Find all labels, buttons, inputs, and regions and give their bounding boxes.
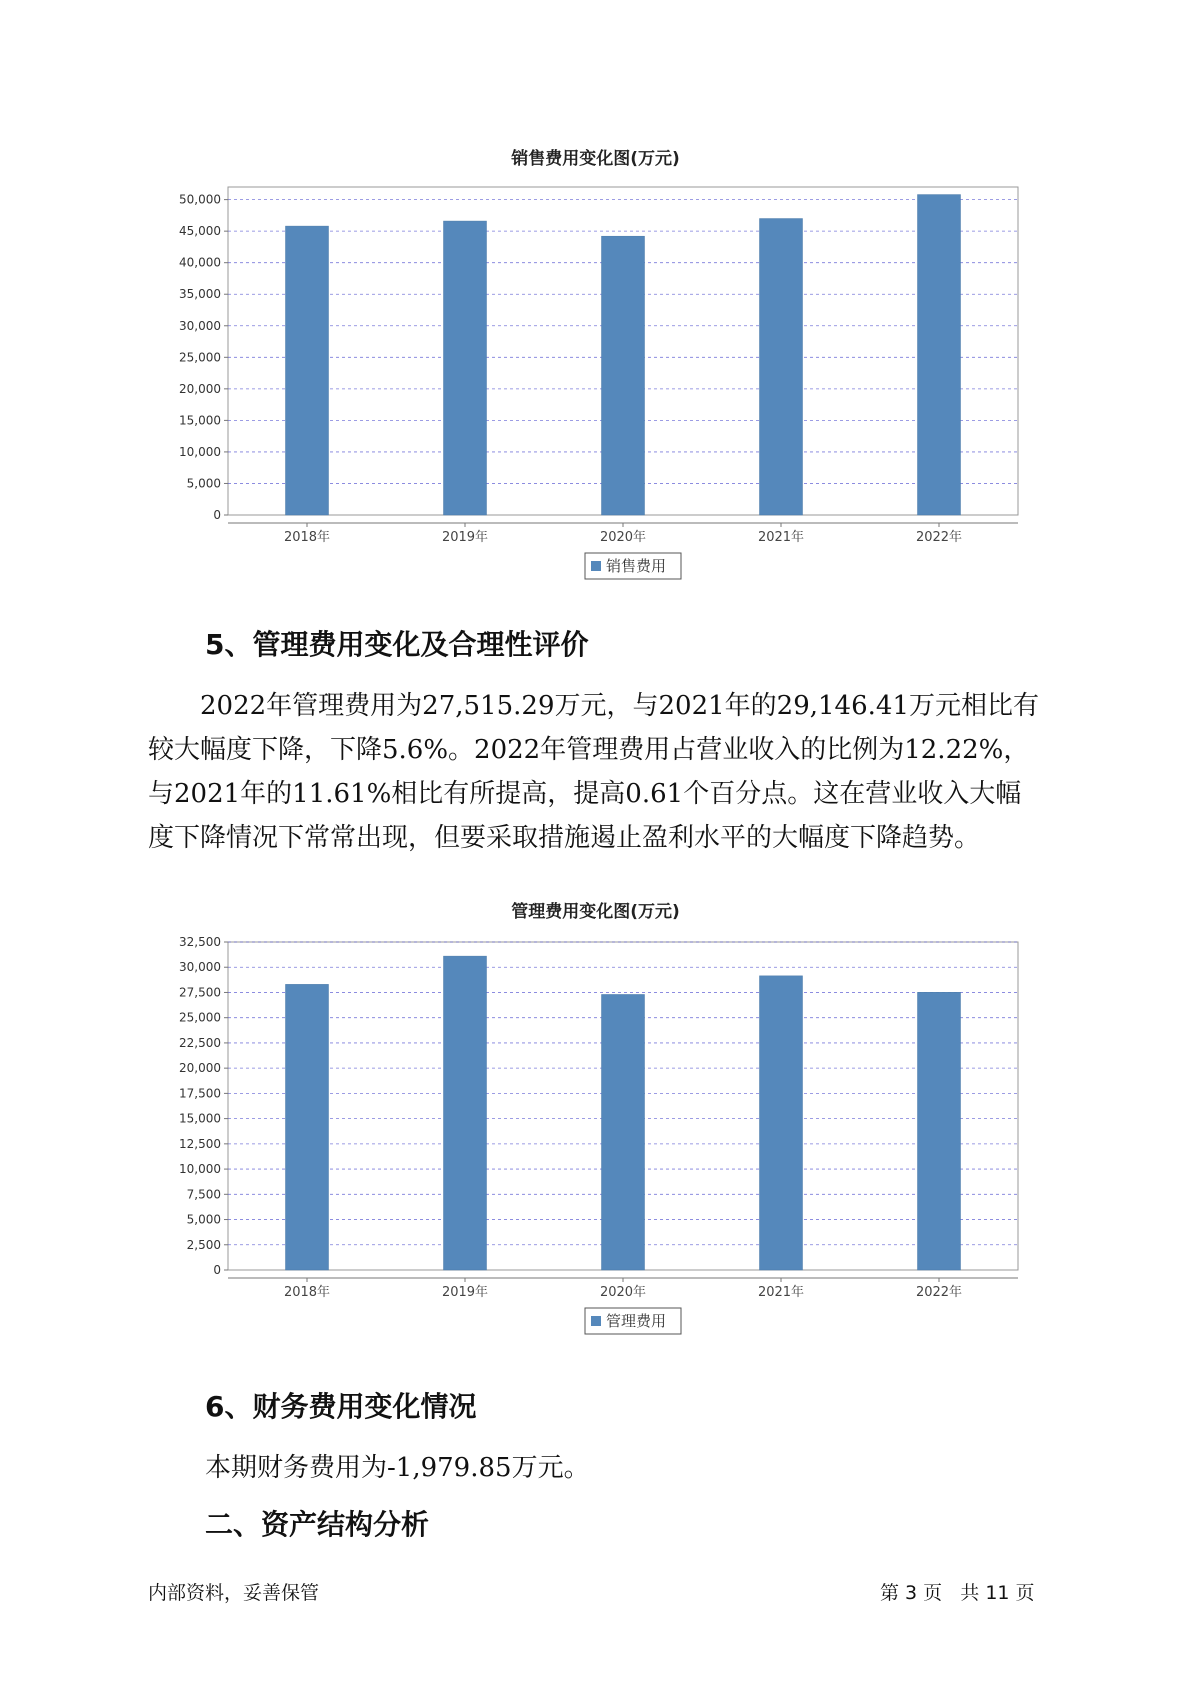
y-tick-label: 20,000	[179, 1061, 221, 1076]
y-tick-label: 0	[213, 508, 221, 522]
y-tick-label: 5,000	[186, 476, 221, 491]
x-tick-label: 2018年	[283, 530, 331, 545]
bar-2018年	[286, 226, 329, 515]
y-tick-label: 30,000	[179, 318, 221, 333]
x-tick-label: 2018年	[283, 1285, 331, 1300]
mgmt-expense-chart	[0, 925, 1191, 1345]
y-tick-label: 50,000	[179, 192, 221, 207]
y-tick-label: 10,000	[179, 1162, 221, 1177]
mgmt-expense-paragraph	[148, 684, 1048, 860]
y-tick-label: 40,000	[179, 255, 221, 270]
legend-swatch	[591, 1316, 601, 1326]
y-tick-label: 7,500	[186, 1187, 221, 1202]
bar-2018年	[286, 984, 329, 1270]
y-tick-label: 25,000	[179, 350, 221, 365]
x-tick-label: 2019年	[441, 1285, 489, 1300]
asset-structure-heading: 二、资产结构分析	[205, 1508, 430, 1541]
footer-confidential-note: 内部资料，妥善保管	[148, 1582, 320, 1604]
y-tick-label: 35,000	[179, 287, 221, 302]
y-tick-label: 10,000	[179, 444, 221, 459]
y-tick-label: 45,000	[179, 224, 221, 239]
x-tick-label: 2021年	[757, 530, 805, 545]
mgmt-para-line-4: 度下降情况下常常出现，但要采取措施遏止盈利水平的大幅度下降趋势。	[148, 823, 981, 853]
bar-2021年	[760, 219, 803, 515]
footer-page-number: 第 3 页 共 11 页	[880, 1582, 1035, 1604]
x-tick-label: 2022年	[915, 530, 963, 545]
bar-2019年	[444, 956, 487, 1270]
y-tick-label: 5,000	[186, 1212, 221, 1227]
mgmt-para-line-1: 2022年管理费用为27,515.29万元，与2021年的29,146.41万元相比有	[200, 691, 1039, 721]
sales-chart-title: 销售费用变化图(万元)	[511, 149, 680, 169]
y-tick-label: 2,500	[186, 1237, 221, 1252]
y-tick-label: 17,500	[179, 1086, 221, 1101]
y-tick-label: 15,000	[179, 413, 221, 428]
y-tick-label: 0	[213, 1263, 221, 1277]
y-tick-label: 15,000	[179, 1111, 221, 1126]
mgmt-para-line-2: 较大幅度下降，下降5.6%。2022年管理费用占营业收入的比例为12.22%，	[148, 735, 1030, 765]
y-tick-label: 30,000	[179, 960, 221, 975]
mgmt-chart-title: 管理费用变化图(万元)	[511, 902, 680, 922]
y-tick-label: 32,500	[179, 935, 221, 949]
bar-2022年	[918, 992, 961, 1270]
x-tick-label: 2019年	[441, 530, 489, 545]
x-tick-label: 2022年	[915, 1285, 963, 1300]
mgmt-expense-heading: 5、管理费用变化及合理性评价	[205, 628, 589, 661]
x-tick-label: 2021年	[757, 1285, 805, 1300]
bar-2020年	[602, 994, 645, 1270]
legend-swatch	[591, 561, 601, 571]
mgmt-para-line-3: 与2021年的11.61%相比有所提高，提高0.61个百分点。这在营业收入大幅	[148, 779, 1022, 809]
y-tick-label: 25,000	[179, 1010, 221, 1025]
bar-2020年	[602, 236, 645, 515]
bar-2021年	[760, 976, 803, 1270]
y-tick-label: 22,500	[179, 1035, 221, 1050]
y-tick-label: 20,000	[179, 381, 221, 396]
finance-expense-paragraph: 本期财务费用为-1,979.85万元。	[205, 1453, 590, 1483]
y-tick-label: 27,500	[179, 985, 221, 1000]
y-tick-label: 12,500	[179, 1136, 221, 1151]
legend-label: 销售费用	[606, 557, 667, 575]
x-tick-label: 2020年	[599, 1285, 647, 1300]
x-tick-label: 2020年	[599, 530, 647, 545]
bar-2019年	[444, 221, 487, 515]
finance-expense-heading: 6、财务费用变化情况	[205, 1390, 477, 1423]
sales-expense-chart	[0, 170, 1191, 590]
bar-2022年	[918, 195, 961, 515]
legend-label: 管理费用	[606, 1312, 667, 1330]
